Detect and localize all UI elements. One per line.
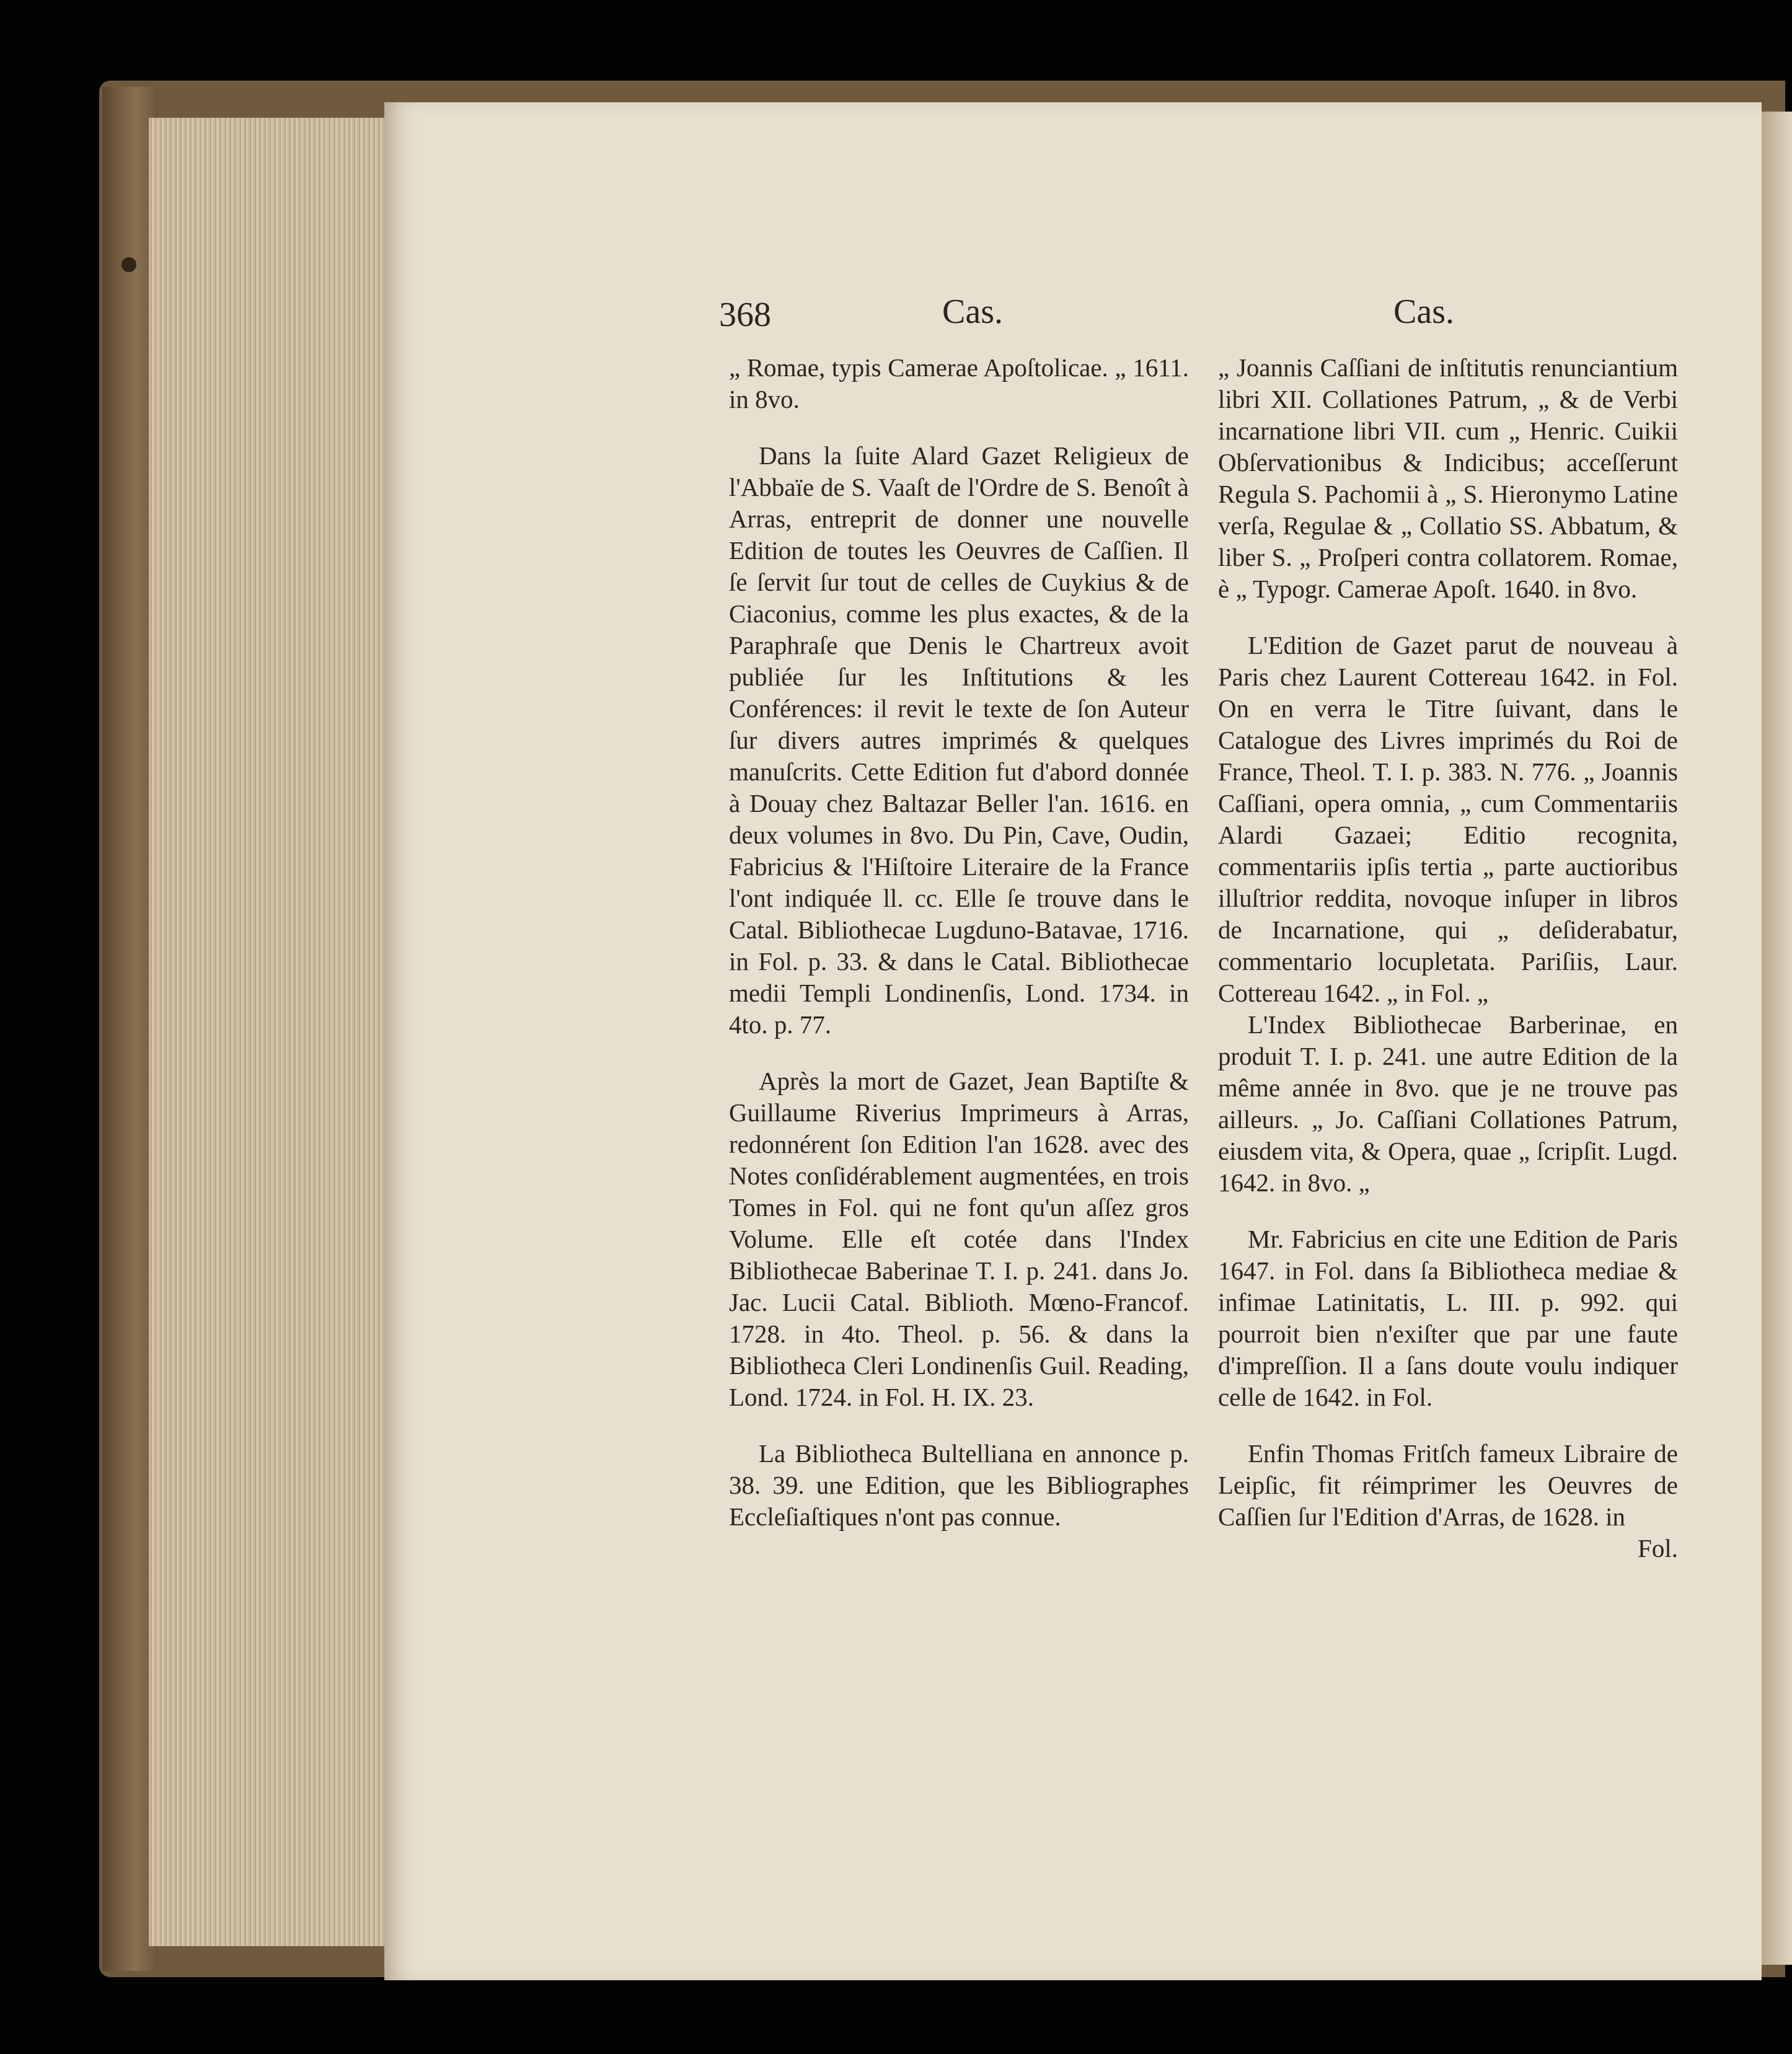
paragraph: L'Edition de Gazet parut de nouveau à Paris chez Laurent Cottereau 1642. in Fol. On en verra le Titre ſuivant, dans le Catalogue des Livres imprimés du Roi de France, Theol. T. I. p. 383. N. 776. „ Joannis Caſſiani, opera omnia, „ cum Commentariis Alardi Gazaei; Editio recognita, commentariis ipſis tertia „ parte auctioribus illuſtrior reddita, novoque inſuper in libros de Incarnatione, qui „ deſiderabatur, commentario locupletata. Pariſiis, Laur. Cottereau 1642. „ in Fol. „ bbox=[1218, 631, 1678, 1007]
paragraph: „ Joannis Caſſiani de inſtitutis renunciantium libri XII. Collationes Patrum, „ & de Verbi incarnatione libri VII. cum „ Henric. Cuikii Obſervationibus & Indicibus; acceſſerunt Regula S. Pachomii à „ S. Hieronymo Latine verſa, Regulae & „ Collatio SS. Abbatum, & liber S. „ Proſperi contra collatorem. Romae, è „ Typogr. Camerae Apoſt. 1640. in 8vo. bbox=[1218, 353, 1678, 603]
running-head-right: Cas. bbox=[1393, 293, 1454, 331]
running-head-left: Cas. bbox=[942, 293, 1003, 331]
right-column bbox=[1218, 352, 1678, 1564]
left-column bbox=[729, 352, 1189, 1533]
catchword: Fol. bbox=[1638, 1534, 1678, 1563]
paragraph: La Bibliotheca Bultelliana en annonce p. 38. 39. une Edition, que les Bibliographes Eccleſiaſtiques n'ont pas connue. bbox=[729, 1439, 1189, 1531]
paragraph: Après la mort de Gazet, Jean Baptiſte & Guillaume Riverius Imprimeurs à Arras, redonnérent ſon Edition l'an 1628. avec des Notes conſidérablement augmentées, en trois Tomes in Fol. qui ne font qu'un aſſez gros Volume. Elle eſt cotée dans l'Index Bibliothecae Baberinae T. I. p. 241. dans Jo. Jac. Lucii Catal. Biblioth. Mœno-Francof. 1728. in 4to. Theol. p. 56. & dans la Bibliotheca Cleri Londinenſis Guil. Reading, Lond. 1724. in Fol. H. IX. 23. bbox=[729, 1067, 1189, 1411]
paragraph: L'Index Bibliothecae Barberinae, en produit T. I. p. 241. une autre Edition de la même année in 8vo. que je ne trouve pas ailleurs. „ Jo. Caſſiani Collationes Patrum, eiusdem vita, & Opera, quae „ ſcripſit. Lugd. 1642. in 8vo. „ bbox=[1218, 1010, 1678, 1197]
paragraph: Mr. Fabricius en cite une Edition de Paris 1647. in Fol. dans ſa Bibliotheca mediae & infimae Latinitatis, L. III. p. 992. qui pourroit bien n'exiſter que par une faute d'impreſſion. Il a ſans doute voulu indiquer celle de 1642. in Fol. bbox=[1218, 1225, 1678, 1411]
paragraph: „ Romae, typis Camerae Apoſtolicae. „ 1611. in 8vo. bbox=[729, 353, 1189, 413]
paragraph: Dans la ſuite Alard Gazet Religieux de l'Abbaïe de S. Vaaſt de l'Ordre de S. Benoît à Arras, entreprit de donner une nouvelle Edition de toutes les Oeuvres de Caſſien. Il ſe ſervit ſur tout de celles de Cuykius & de Ciaconius, comme les plus exactes, & de la Paraphraſe que Denis le Chartreux avoit publiée ſur les Inſtitutions & les Conférences: il revit le texte de ſon Auteur ſur divers autres imprimés & quelques manuſcrits. Cette Edition fut d'abord donnée à Douay chez Baltazar Beller l'an. 1616. en deux volumes in 8vo. Du Pin, Cave, Oudin, Fabricius & l'Hiſtoire Literaire de la France l'ont indiquée ll. cc. Elle ſe trouve dans le Catal. Bibliothecae Lugduno-Batavae, 1716. in Fol. p. 33. & dans le Catal. Bibliothecae medii Templi Londinenſis, Lond. 1734. in 4to. p. 77. bbox=[729, 441, 1189, 1039]
paragraph: Enfin Thomas Fritſch fameux Libraire de Leipſic, fit réimprimer les Oeuvres de Caſſien ſur l'Edition d'Arras, de 1628. in bbox=[1218, 1439, 1678, 1531]
page-number: 368 bbox=[719, 296, 771, 334]
page-edges bbox=[149, 118, 386, 1946]
cover-nail bbox=[121, 257, 136, 272]
